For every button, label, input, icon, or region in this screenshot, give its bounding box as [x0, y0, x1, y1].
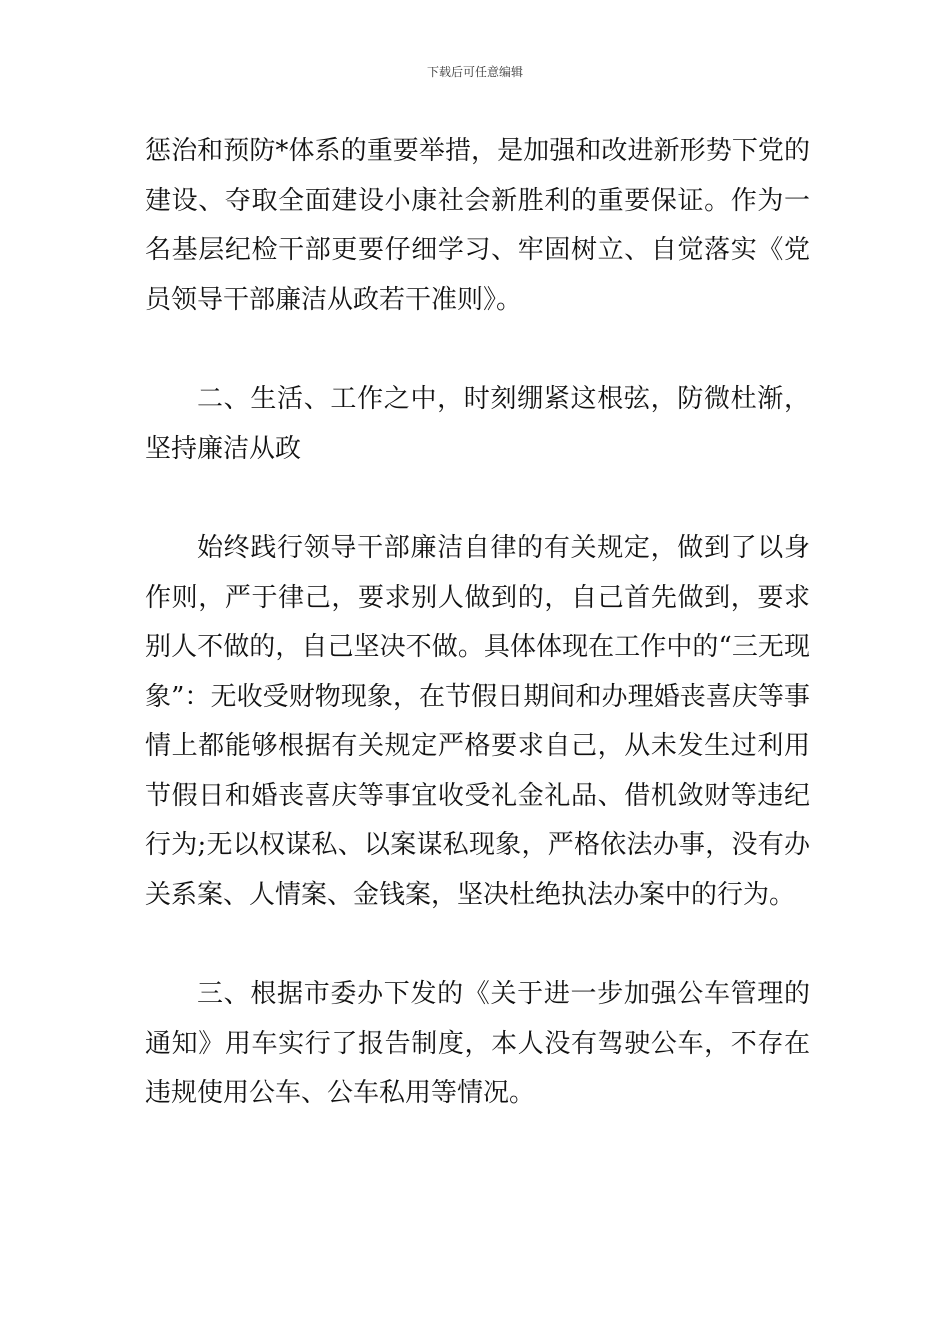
paragraph-self-discipline: 始终践行领导干部廉洁自律的有关规定，做到了以身作则，严于律己，要求别人做到的，自己首先做到，要求别人不做的，自己坚决不做。具体体现在工作中的“三无现象”：无收受财物现象，在节假日期间和办理婚丧喜庆等事情上都能够根据有关规定严格要求自己，从未发生过利用节假日和婚丧喜庆等事宜收受礼金礼品、借机敛财等违纪行为;无以权谋私、以案谋私现象，严格依法办事，没有办关系案、人情案、金钱案，坚决杜绝执法办案中的行为。	[145, 533, 810, 910]
document-body	[145, 127, 810, 1119]
section-heading-2: 二、生活、工作之中，时刻绷紧这根弦，防微杜渐，坚持廉洁从政	[145, 384, 810, 464]
section-heading-3: 三、根据市委办下发的《关于进一步加强公车管理的通知》用车实行了报告制度，本人没有驾驶公车，不存在违规使用公车、公车私用等情况。	[145, 979, 810, 1108]
page-header: 下载后可任意编辑	[426, 65, 523, 79]
paragraph-continuation: 惩治和预防*体系的重要举措，是加强和改进新形势下党的建设、夺取全面建设小康社会新胜利的重要保证。作为一名基层纪检干部更要仔细学习、牢固树立、自觉落实《党员领导干部廉洁从政若干准则》。	[145, 136, 810, 315]
